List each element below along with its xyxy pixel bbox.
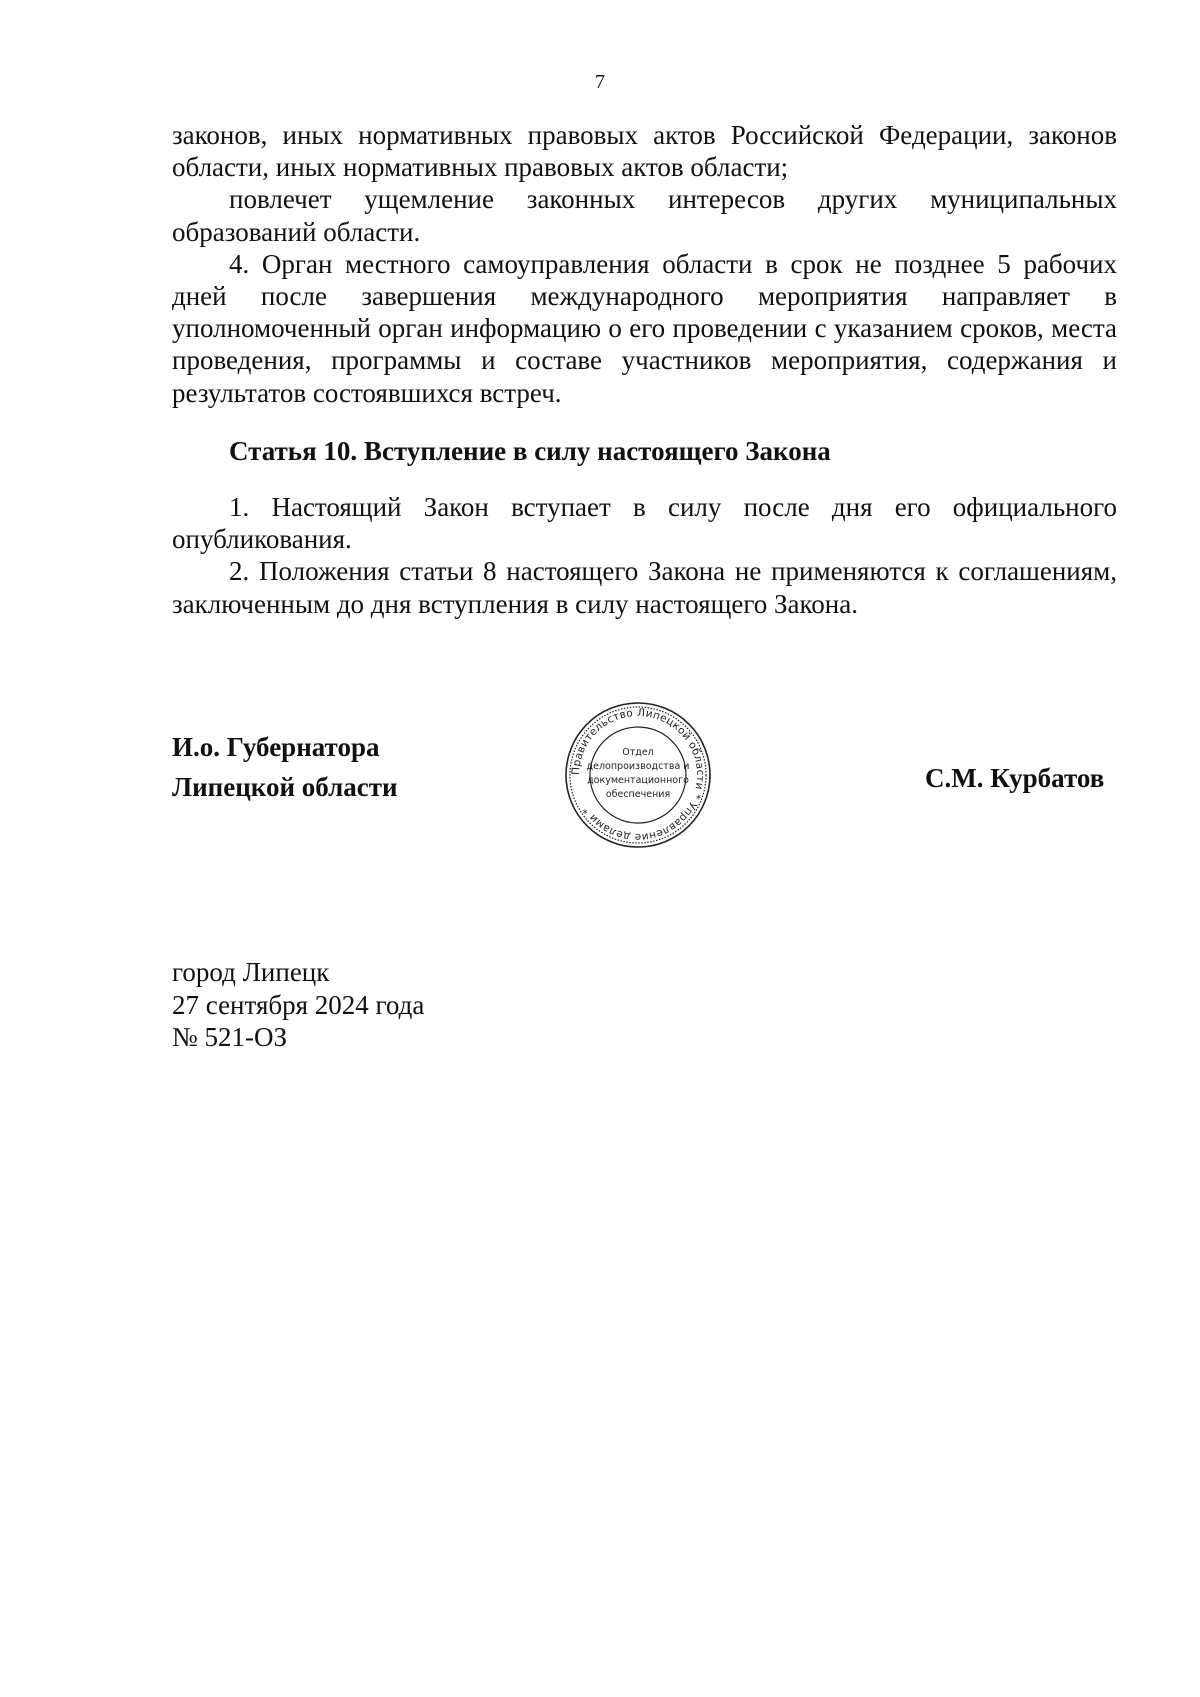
paragraph-infringement: повлечет ущемление законных интересов других муниципальных образований области. — [172, 184, 1117, 247]
stamp-center-line4: обеспечения — [605, 789, 671, 800]
article-item-2: 2. Положения статьи 8 настоящего Закона не применяются к соглашениям, заключенным до дня вступления в силу настоящего Закона. — [172, 556, 1117, 619]
signatory-title-line2: Липецкой области — [172, 772, 398, 802]
footer-date: 27 сентября 2024 года — [172, 989, 425, 1020]
paragraph-item-4: 4. Орган местного самоуправления области в срок не позднее 5 рабочих дней после завершения международного мероприятия направляет в уполномоченный орган информацию о его проведении с указанием сроков, места проведения, программы и составе участников мероприятия, содержания и результатов состоявшихся встреч. — [172, 248, 1117, 408]
stamp-center-line2: делопроизводства и — [586, 761, 690, 772]
stamp-center-line3: документационного — [587, 775, 689, 786]
signatory-title — [172, 727, 398, 807]
footer-number: № 521-ОЗ — [172, 1022, 288, 1052]
article-heading: Статья 10. Вступление в силу настоящего Закона — [229, 435, 831, 466]
stamp-center-line1: Отдел — [622, 747, 654, 758]
stamp-outer-text: Правительство Липецкой области * Управление делами * — [569, 706, 707, 844]
signatory-name: С.М. Курбатов — [925, 763, 1105, 793]
article-item-1: 1. Настоящий Закон вступает в силу после дня его официального опубликования. — [172, 492, 1117, 555]
official-stamp — [563, 700, 713, 850]
document-footer — [172, 956, 424, 1054]
signatory-title-line1: И.о. Губернатора — [172, 732, 380, 762]
page-number: 7 — [595, 71, 605, 93]
footer-city: город Липецк — [172, 957, 330, 987]
paragraph-continuation: законов, иных нормативных правовых актов Российской Федерации, законов области, иных нормативных правовых актов области; — [172, 120, 1117, 183]
document-body — [172, 119, 1117, 620]
